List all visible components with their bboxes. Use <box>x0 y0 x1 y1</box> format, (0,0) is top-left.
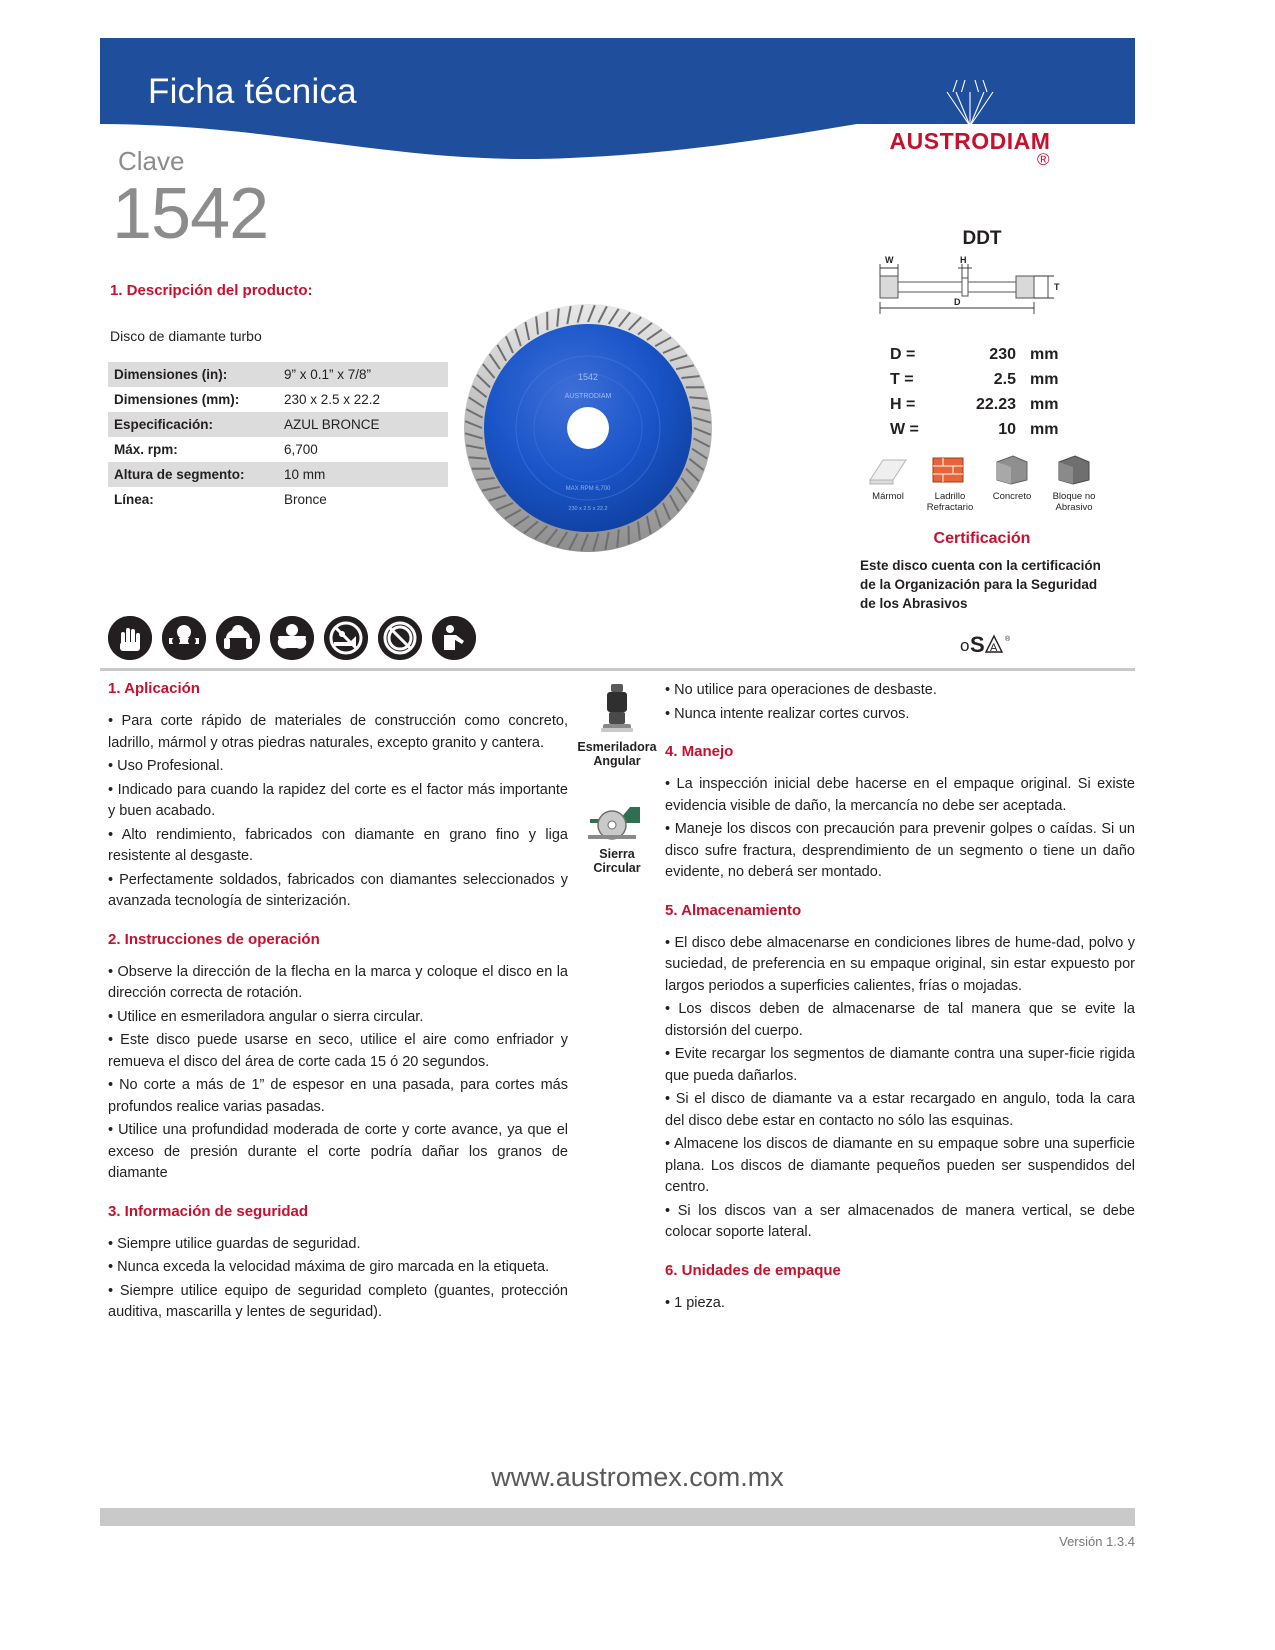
dimension-row <box>862 346 1102 371</box>
paragraph: • El disco debe almacenarse en condiciones libres de hume-dad, polvo y suciedad, de preferencia en su empaque original, sin estar expuesto por largos periodos a superficies calientes, frías o mojadas. <box>665 934 1135 994</box>
suitable-materials-row <box>862 450 1112 520</box>
paragraph: • Almacene los discos de diamante en su empaque sobre una superficie plana. Los discos de diamante pequeños pueden ser suspendidos del centro. <box>665 1136 1135 1195</box>
certification-text: Este disco cuenta con la certificación de la Organización para la Seguridad de los Abrasivos <box>860 558 1101 611</box>
clave-label: Clave <box>118 146 185 176</box>
paragraph: • Nunca exceda la velocidad máxima de giro marcada en la etiqueta. <box>108 1259 550 1275</box>
footer-band <box>100 1508 1135 1526</box>
left-content-column <box>108 680 568 1326</box>
dimension-unit: mm <box>1030 371 1059 388</box>
svg-text:®: ® <box>1005 636 1011 643</box>
paragraph: • Los discos deben de almacenarse de tal manera que se evite la distorsión del cuerpo. <box>665 1001 1135 1039</box>
paragraph: • Nunca intente realizar cortes curvos. <box>665 705 910 722</box>
paragraph: • Evite recargar los segmentos de diamante contra una super-ficie rigida que pueda dañarlos. <box>665 1046 1135 1084</box>
section-heading-seguridad: 3. Información de seguridad <box>108 1202 309 1220</box>
svg-text:o: o <box>960 636 970 655</box>
table-row <box>108 437 448 462</box>
spec-key: Especificación: <box>108 412 270 437</box>
paragraph: • 1 pieza. <box>665 1294 725 1311</box>
tool-angle-grinder <box>575 680 659 768</box>
paragraph: • Alto rendimiento, fabricados con diamante en grano fino y liga resistente al desgaste. <box>108 826 568 864</box>
dimension-row <box>862 371 1102 396</box>
dimension-label: D = <box>890 346 916 363</box>
diagram-label-t: T <box>1054 282 1060 292</box>
dimension-label: T = <box>890 371 914 388</box>
svg-text:MAX RPM 6,700: MAX RPM 6,700 <box>565 486 611 492</box>
footer-version: Versión 1.3.4 <box>1059 1534 1135 1549</box>
spec-key: Máx. rpm: <box>114 442 178 457</box>
section-heading-empaque: 6. Unidades de empaque <box>665 1261 841 1279</box>
dimension-row <box>862 421 1102 446</box>
material-caption: Mármol <box>872 491 904 502</box>
spec-key: Dimensiones (in): <box>108 362 270 387</box>
svg-text:1542: 1542 <box>577 372 599 382</box>
paragraph: • Utilice en esmeriladora angular o sierra circular. <box>108 1008 424 1025</box>
no-wet-cut-icon <box>324 616 368 660</box>
dimension-value: 10 <box>998 421 1016 438</box>
dimension-label: W = <box>890 421 919 438</box>
diagram-label-w: W <box>885 255 894 265</box>
svg-text:A: A <box>990 642 998 654</box>
paragraph: • Siempre utilice guardas de seguridad. <box>108 1235 361 1252</box>
svg-text:230 x 2.5 x 22.2: 230 x 2.5 x 22.2 <box>568 506 608 512</box>
brand-logo <box>855 82 1085 182</box>
tool-circular-saw <box>575 795 659 875</box>
specifications-table <box>108 362 448 512</box>
product-description-heading: 1. Descripción del producto: <box>110 282 313 299</box>
spec-value: AZUL BRONCE <box>270 412 448 437</box>
refractory-brick-icon <box>929 450 971 488</box>
dimension-unit: mm <box>1030 421 1059 438</box>
section-heading-aplicacion: 1. Aplicación <box>108 680 200 697</box>
svg-text:AUSTRODIAM: AUSTRODIAM <box>564 393 612 400</box>
spec-value: 10 mm <box>270 462 448 487</box>
paragraph: • No utilice para operaciones de desbaste. <box>665 682 937 698</box>
material-caption: Ladrillo Refractario <box>926 491 974 513</box>
non-abrasive-block-icon <box>1053 450 1095 488</box>
page-title: Ficha técnica <box>148 72 357 111</box>
paragraph: • No corte a más de 1” de espesor en una pasada, para cortes más profundos realice varias pasadas. <box>108 1077 568 1115</box>
spec-key: Dimensiones (mm): <box>114 392 240 407</box>
certification-heading: Certificación <box>933 530 1031 547</box>
dimension-value: 22.23 <box>975 396 1016 413</box>
dimension-values-list <box>862 346 1102 446</box>
diagram-label-h: H <box>960 255 967 265</box>
brand-name: AUSTRODIAM <box>889 128 1051 154</box>
dimension-row <box>862 396 1102 421</box>
safety-glasses-icon <box>162 616 206 660</box>
section-divider <box>100 668 1135 671</box>
spec-key: Línea: <box>114 492 154 507</box>
paragraph: • Uso Profesional. <box>108 758 224 774</box>
tool-caption: Esmeriladora Angular <box>577 740 657 768</box>
paragraph: • Indicado para cuando la rapidez del corte es el factor más importante y buen acabado. <box>108 781 568 819</box>
spec-key: Altura de segmento: <box>108 462 270 487</box>
spec-value: Bronce <box>284 492 327 507</box>
dimension-value: 2.5 <box>993 371 1016 388</box>
ddt-type-label: DDT <box>962 228 1002 249</box>
spec-value: 9” x 0.1” x 7/8” <box>270 362 448 387</box>
product-image-diamond-disc <box>463 228 713 628</box>
paragraph: • Perfectamente soldados, fabricados con diamantes seleccionados y avanzada tecnología de sinterización. <box>108 871 568 909</box>
product-description-text: Disco de diamante turbo <box>110 328 262 344</box>
concrete-icon <box>991 450 1033 488</box>
paragraph: • Este disco puede usarse en seco, utilice el aire como enfriador y remueva el disco del área de corte cada 15 ó 20 segundos. <box>108 1032 568 1070</box>
material-concrete <box>986 450 1038 502</box>
section-heading-instrucciones: 2. Instrucciones de operación <box>108 930 320 948</box>
paragraph: • Si los discos van a ser almacenados de manera vertical, se debe colocar soporte lateral. <box>665 1202 1135 1240</box>
brand-registered-mark: ® <box>1037 150 1050 169</box>
section-heading-almacenamiento: 5. Almacenamiento <box>665 901 802 919</box>
svg-text:S: S <box>970 632 985 657</box>
hearing-protection-icon <box>216 616 260 660</box>
section-heading-manejo: 4. Manejo <box>665 743 734 760</box>
paragraph: • Para corte rápido de materiales de construcción como concreto, ladrillo, mármol y otras piedras naturales, excepto granito y cantera. <box>108 713 568 751</box>
dust-mask-icon <box>270 616 314 660</box>
paragraph: • Siempre utilice equipo de seguridad completo (guantes, protección auditiva, mascarilla y lentes de seguridad). <box>108 1282 568 1320</box>
table-row <box>108 462 448 487</box>
material-caption: Concreto <box>992 491 1032 502</box>
dimension-unit: mm <box>1030 346 1059 363</box>
marble-icon <box>867 450 909 488</box>
dimension-value: 230 <box>989 346 1016 363</box>
safety-pictograms-row <box>108 616 478 662</box>
material-non-abrasive-block <box>1048 450 1100 513</box>
material-caption: Bloque no Abrasivo <box>1052 491 1096 513</box>
paragraph: • Si el disco de diamante va a estar recargado en angulo, toda la cara del disco debe estar en contacto no sólo las esquinas. <box>665 1091 1135 1129</box>
read-manual-icon <box>432 616 476 660</box>
table-row <box>108 387 448 412</box>
paragraph: • La inspección inicial debe hacerse en el empaque original. Si existe evidencia visible de daño, la mercancía no debe ser aceptada. <box>665 776 1135 814</box>
table-row <box>108 362 448 387</box>
clave-value: 1542 <box>112 174 269 254</box>
spec-value: 6,700 <box>284 442 318 457</box>
osa-certification-logo <box>960 630 1020 656</box>
paragraph: • Utilice una profundidad moderada de corte y corte avance, ya que el exceso de presión durante el corte podría dañar los granos de diamante <box>108 1122 568 1181</box>
diagram-label-d: D <box>954 297 961 307</box>
material-marble <box>862 450 914 502</box>
dimension-label: H = <box>890 396 916 413</box>
paragraph: • Maneje los discos con precaución para prevenir golpes o caídas. Si un disco sufre fractura, desprendimiento de un segmento o tiene un daño evidente, no deberá ser montado. <box>665 821 1135 880</box>
spec-value: 230 x 2.5 x 22.2 <box>284 392 381 407</box>
tool-caption: Sierra Circular <box>593 847 641 875</box>
table-row <box>108 412 448 437</box>
dimension-unit: mm <box>1030 396 1059 413</box>
material-refractory-brick <box>924 450 976 513</box>
paragraph: • Observe la dirección de la flecha en la marca y coloque el disco en la dirección correcta de rotación. <box>108 963 568 1001</box>
table-row <box>108 487 448 512</box>
footer-website-url[interactable]: www.austromex.com.mx <box>491 1462 784 1492</box>
gloves-icon <box>108 616 152 660</box>
right-content-column <box>665 680 1135 1316</box>
no-hand-hold-icon <box>378 616 422 660</box>
ddt-dimension-diagram <box>862 252 1102 324</box>
